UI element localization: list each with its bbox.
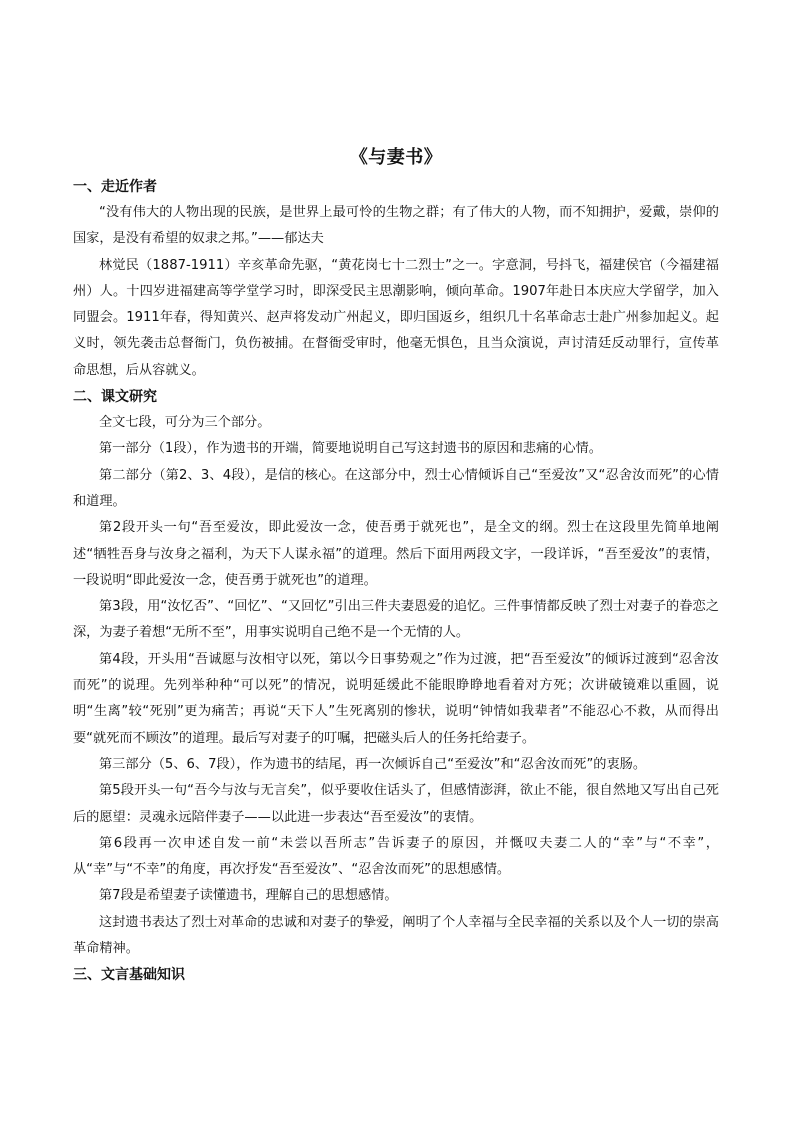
paragraph: 第7段是希望妻子读懂遗书，理解自己的思想感情。: [99, 888, 398, 904]
quote-paragraph: “没有伟大的人物出现的民族，是世界上最可怜的生物之群；有了伟大的人物，而不知拥护，爱戴，崇仰的国家，是没有希望的奴隶之邦。”——郁达夫: [73, 205, 719, 247]
document-title: 《与妻书》: [349, 147, 443, 168]
section-text-study: [73, 384, 719, 962]
section-heading: 二、课文研究: [73, 389, 157, 406]
paragraph: 这封遗书表达了烈士对革命的忠诚和对妻子的挚爱，阐明了个人幸福与全民幸福的关系以及个人一切的崇高革命精神。: [73, 914, 719, 957]
paragraph: 第三部分（5、6、7段），作为遗书的结尾，再一次倾诉自己“至爱汝”和“忍舍汝而死”的衷肠。: [99, 756, 647, 772]
paragraph: 全文七段，可分为三个部分。: [99, 415, 271, 431]
paragraph: 第二部分（第2、3、4段），是信的核心。在这部分中，烈士心情倾诉自己“至爱汝”又“忍舍汝而死”的心情和道理。: [73, 467, 719, 509]
section-classical-basics: [73, 962, 719, 988]
paragraph: 第3段，用“汝忆否”、“回忆”、“又回忆”引出三件夫妻恩爱的追忆。三件事情都反映了烈士对妻子的眷恋之深，为妻子着想“无所不至”，用事实说明自己绝不是一个无情的人。: [73, 599, 719, 641]
author-bio-paragraph: 林觉民（1887-1911）辛亥革命先驱，“黄花岗七十二烈士”之一。字意洞，号抖飞，福建侯官（今福建福州）人。十四岁进福建高等学堂学习时，即深受民主思潮影响，倾向革命。1907年赴日本庆应大学留学，加入同盟会。1911年春，得知黄兴、赵声将发动广州起义，即归国返乡，组织几十名革命志士赴广州参加起义。起义时，领先袭击总督衙门，负伤被捕。在督衙受审时，他毫无惧色，且当众演说，声讨清廷反动罪行，宣传革命思想，后从容就义。: [73, 257, 719, 378]
section-author: [73, 174, 719, 384]
paragraph: 第5段开头一句“吾今与汝与无言矣”，似乎要收住话头了，但感情澎湃，欲止不能，很自然地又写出自己死后的愿望：灵魂永远陪伴妻子——以此进一步表达“吾至爱汝”的衷情。: [73, 783, 719, 825]
paragraph: 第6段再一次申述自发一前“未尝以吾所志”告诉妻子的原因，并慨叹夫妻二人的“幸”与“不幸”，从“幸”与“不幸”的角度，再次抒发“吾至爱汝”、“忍舍汝而死”的思想感情。: [73, 835, 719, 878]
section-heading: 三、文言基础知识: [73, 967, 185, 984]
document-body: [73, 146, 719, 988]
section-heading: 一、走近作者: [73, 179, 157, 195]
paragraph: 第4段，开头用“吾诚愿与汝相守以死，第以今日事势观之”作为过渡，把“吾至爱汝”的倾诉过渡到“忍舍汝而死”的说理。先列举种种“可以死”的情况，说明延缓此不能眼睁睁地看着对方死；次讲破镜难以重圆，说明“生离”较“死别”更为痛苦；再说“天下人”生死离别的惨状，说明“钟情如我辈者”不能忍心不救，从而得出要“就死而不顾汝”的道理。最后写对妻子的叮嘱，把磁头后人的任务托给妻子。: [73, 651, 719, 746]
paragraph: 第2段开头一句“吾至爱汝，即此爱汝一念，使吾勇于就死也”，是全文的纲。烈士在这段里先简单地阐述“牺牲吾身与汝身之福利，为天下人谋永福”的道理。然后下面用两段文字，一段详诉，“吾至爱汝”的衷情，一段说明“即此爱汝一念，使吾勇于就死也”的道理。: [73, 520, 719, 588]
paragraph: 第一部分（1段），作为遗书的开端，简要地说明自己写这封遗书的原因和悲痛的心情。: [99, 441, 602, 457]
